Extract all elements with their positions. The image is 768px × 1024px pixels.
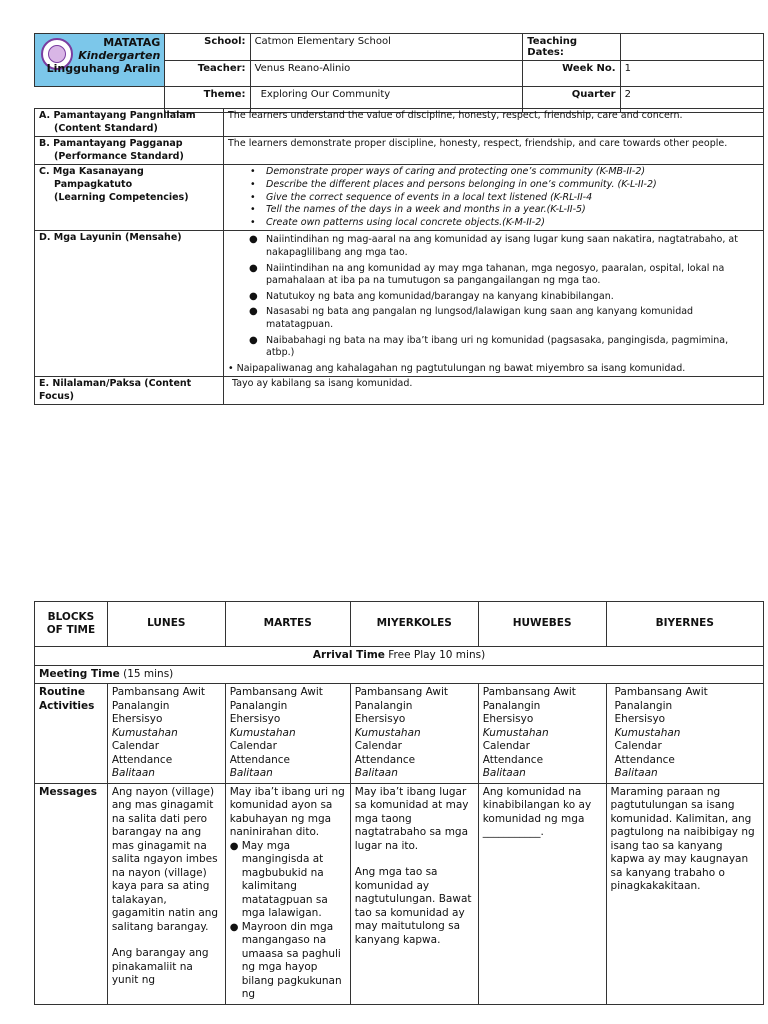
- routine-item: Attendance: [354, 753, 416, 766]
- teacher-label: Teacher:: [165, 61, 250, 87]
- message-text: May iba’t ibang uri ng komunidad ayon sa kabuhayan ng mga naninirahan dito.: [229, 785, 345, 838]
- quarter-label: Quarter: [523, 87, 620, 113]
- routine-item: Balitaan: [229, 767, 273, 779]
- content-focus-label: [35, 377, 224, 405]
- routine-item: Panalangin: [482, 699, 541, 712]
- meeting-time: [35, 665, 764, 684]
- messages-miyerkoles: [350, 783, 478, 1004]
- header-table: [34, 33, 764, 113]
- routine-item: Panalangin: [111, 699, 170, 712]
- routine-label: Routine Activities: [35, 684, 108, 784]
- routine-item: Kumustahan: [354, 726, 421, 739]
- week-value: 1: [620, 61, 763, 87]
- message-bullet: ● Mayroon din mga mangangaso na umaasa sa paghuli ng mga hayop bilang pagkukunan ng: [230, 921, 346, 1002]
- competencies-label: [35, 165, 224, 231]
- list-item: • Create own patterns using local concrete objects.(K-M-II-2): [266, 217, 759, 230]
- day-header-biyernes: BIYERNES: [606, 602, 763, 647]
- routine-item: Calendar: [614, 740, 662, 752]
- meeting-label: Meeting Time: [39, 667, 120, 680]
- messages-lunes: [107, 783, 225, 1004]
- arrival-time: [35, 647, 764, 666]
- messages-biyernes: Maraming paraan ng pagtutulungan sa isang komunidad. Kalimitan, ang pagtulong na naibibigay ng isang tao sa kanyang kapwa ay may kaugnayan sa kanyang trabaho o pinagkakakitaan.: [606, 783, 763, 1004]
- routine-biyernes: [606, 684, 763, 784]
- content-standard-label-1: A. Pamantayang Pangnilalam: [39, 110, 196, 121]
- routine-item: Pambansang Awit: [229, 686, 323, 698]
- message-bullet: ● May mga mangingisda at magbubukid na kalimitang matatagpuan sa mga lalawigan.: [230, 840, 346, 921]
- message-text: Ang mga tao sa komunidad ay nagtutulungan. Bawat tao sa komunidad ay may maitutulong sa kanyang kapwa.: [354, 866, 472, 946]
- objective-last: • Naipapaliwanag ang kahalagahan ng pagtutulungan ng bawat miyembro sa isang komunidad.: [228, 362, 686, 374]
- routine-item: Calendar: [111, 740, 160, 752]
- logo-line-kindergarten: Kindergarten: [78, 49, 161, 62]
- performance-standard-text: The learners demonstrate proper discipline, honesty, respect, friendship, and care towards other people.: [224, 137, 764, 165]
- teaching-dates-value: [620, 34, 763, 61]
- routine-item: Ehersisyo: [229, 713, 281, 725]
- routine-item: Ehersisyo: [111, 713, 163, 725]
- objectives-list: [228, 234, 759, 359]
- list-item: • Demonstrate proper ways of caring and protecting one’s community (K-MB-II-2): [266, 166, 759, 179]
- objectives-cell: [224, 231, 764, 377]
- content-standard-row: [35, 109, 764, 137]
- objectives-row: [35, 231, 764, 377]
- weekly-header-row: [35, 602, 764, 647]
- performance-standard-label-2: (Performance Standard): [54, 150, 184, 162]
- week-label: Week No.: [523, 61, 620, 87]
- routine-item: Pambansang Awit: [354, 686, 448, 698]
- list-item: • Describe the different places and persons belonging in one’s community. (K-L-II-2): [266, 179, 759, 192]
- routine-item: Balitaan: [354, 767, 398, 779]
- routine-item: Pambansang Awit: [614, 686, 708, 698]
- routine-item: Kumustahan: [111, 726, 178, 739]
- content-standard-label: [35, 109, 224, 137]
- teaching-dates-label: Teaching Dates:: [523, 34, 620, 61]
- content-focus-text: Tayo ay kabilang sa isang komunidad.: [224, 377, 764, 405]
- blocks-of-time-header: BLOCKS OF TIME: [35, 602, 108, 647]
- messages-huwebes: Ang komunidad na kinabibilangan ko ay komunidad ng mga ___________.: [478, 783, 606, 1004]
- routine-row: [35, 684, 764, 784]
- messages-martes: [225, 783, 350, 1004]
- competencies-list: [228, 166, 759, 229]
- list-item: • Give the correct sequence of events in a local text listened (K-RL-II-4: [266, 192, 759, 205]
- theme-value: Exploring Our Community: [250, 87, 523, 113]
- quarter-value: 2: [620, 87, 763, 113]
- list-item: ● Naiintindihan ng mag-aaral na ang komunidad ay isang lugar kung saan nakatira, nagtatrabaho, at nakapaglilibang ang mga tao.: [266, 234, 759, 259]
- arrival-row: [35, 647, 764, 666]
- routine-lunes: [107, 684, 225, 784]
- routine-item: Balitaan: [111, 767, 155, 779]
- message-text: Ang nayon (village) ang mas ginagamit na salita dati pero barangay na ang mas ginagamit na salita ngayon imbes na nayon (village) kaya para sa ating talakayan, gagamitin natin ang salitang barangay.: [111, 785, 219, 933]
- routine-item: Calendar: [229, 740, 277, 752]
- theme-label: Theme:: [165, 87, 250, 113]
- arrival-detail: Free Play 10 mins): [384, 649, 486, 661]
- message-text: May mga mangingisda at magbubukid na kalimitang matatagpuan sa mga lalawigan.: [241, 839, 328, 919]
- day-header-miyerkoles: MIYERKOLES: [350, 602, 478, 647]
- logo-line-matatag: MATATAG: [103, 36, 161, 49]
- competencies-label-3: (Learning Competencies): [54, 191, 189, 203]
- day-header-huwebes: HUWEBES: [478, 602, 606, 647]
- messages-label: Messages: [35, 783, 108, 1004]
- competencies-row: [35, 165, 764, 231]
- messages-row: [35, 783, 764, 1004]
- list-item: ● Naiintindihan na ang komunidad ay may mga tahanan, mga negosyo, paaralan, ospital, lokal na pamahalaan at iba pa na tumutugon sa pangangailangan ng mga tao.: [266, 263, 759, 288]
- teacher-value: Venus Reano-Alinio: [250, 61, 523, 87]
- routine-item: Calendar: [354, 740, 402, 752]
- competencies-label-1: C. Mga Kasanayang: [39, 166, 144, 178]
- logo-line-lingguhang: Lingguhang Aralin: [46, 62, 161, 75]
- routine-item: Attendance: [614, 753, 675, 766]
- content-focus-row: [35, 377, 764, 405]
- competencies-label-2: Pampagkatuto: [54, 178, 133, 190]
- content-standard-text: The learners understand the value of discipline, honesty, respect, friendship, care and concern.: [224, 109, 764, 137]
- meeting-detail: (15 mins): [119, 667, 174, 680]
- list-item: • Tell the names of the days in a week and months in a year.(K-L-II-5): [266, 204, 759, 217]
- routine-item: Kumustahan: [482, 726, 549, 739]
- standards-table: [34, 108, 764, 405]
- routine-item: Ehersisyo: [614, 713, 666, 725]
- arrival-label: Arrival Time: [312, 649, 385, 661]
- routine-item: Pambansang Awit: [111, 686, 206, 698]
- routine-item: Attendance: [229, 753, 291, 766]
- routine-item: Calendar: [482, 740, 530, 752]
- routine-item: Panalangin: [229, 699, 288, 712]
- school-label: School:: [165, 34, 250, 61]
- routine-item: Balitaan: [482, 767, 526, 779]
- content-focus-label-2: Focus): [39, 390, 75, 402]
- message-text: May iba’t ibang lugar sa komunidad at may mga taong nagtatrabaho sa mga lugar na ito.: [354, 785, 469, 852]
- routine-item: Panalangin: [354, 699, 413, 712]
- routine-miyerkoles: [350, 684, 478, 784]
- routine-item: Attendance: [111, 753, 173, 766]
- logo-cell: [35, 34, 165, 87]
- content-focus-label-1: E. Nilalaman/Paksa (Content: [39, 378, 192, 390]
- school-value: Catmon Elementary School: [250, 34, 523, 61]
- performance-standard-label-1: B. Pamantayang Pagganap: [39, 138, 183, 150]
- routine-item: Balitaan: [614, 767, 658, 779]
- performance-standard-label: [35, 137, 224, 165]
- routine-item: Panalangin: [614, 699, 673, 712]
- message-text: Mayroon din mga mangangaso na umaasa sa paghuli ng mga hayop bilang pagkukunan ng: [241, 920, 342, 1000]
- logo-title: [43, 36, 160, 75]
- routine-huwebes: [478, 684, 606, 784]
- list-item: ● Natutukoy ng bata ang komunidad/barangay na kanyang kinabibilangan.: [266, 291, 759, 304]
- routine-item: Kumustahan: [614, 726, 681, 739]
- objectives-label: D. Mga Layunin (Mensahe): [35, 231, 224, 377]
- weekly-schedule-table: [34, 601, 764, 1005]
- message-text: Ang barangay ang pinakamaliit na yunit ng: [111, 947, 209, 986]
- list-item: ● Naibabahagi ng bata na may iba’t ibang uri ng komunidad (pagsasaka, pangingisda, pagmimina, atbp.): [266, 335, 759, 360]
- meeting-row: [35, 665, 764, 684]
- content-standard-label-2: (Content Standard): [54, 122, 158, 134]
- routine-item: Pambansang Awit: [482, 686, 576, 698]
- list-item: ● Nasasabi ng bata ang pangalan ng lungsod/lalawigan kung saan ang kanyang komunidad matatagpuan.: [266, 306, 759, 331]
- day-header-martes: MARTES: [225, 602, 350, 647]
- day-header-lunes: LUNES: [107, 602, 225, 647]
- performance-standard-row: [35, 137, 764, 165]
- routine-item: Ehersisyo: [482, 713, 534, 725]
- routine-item: Ehersisyo: [354, 713, 406, 725]
- routine-martes: [225, 684, 350, 784]
- routine-item: Kumustahan: [229, 726, 296, 739]
- routine-item: Attendance: [482, 753, 544, 766]
- competencies-list-cell: [224, 165, 764, 231]
